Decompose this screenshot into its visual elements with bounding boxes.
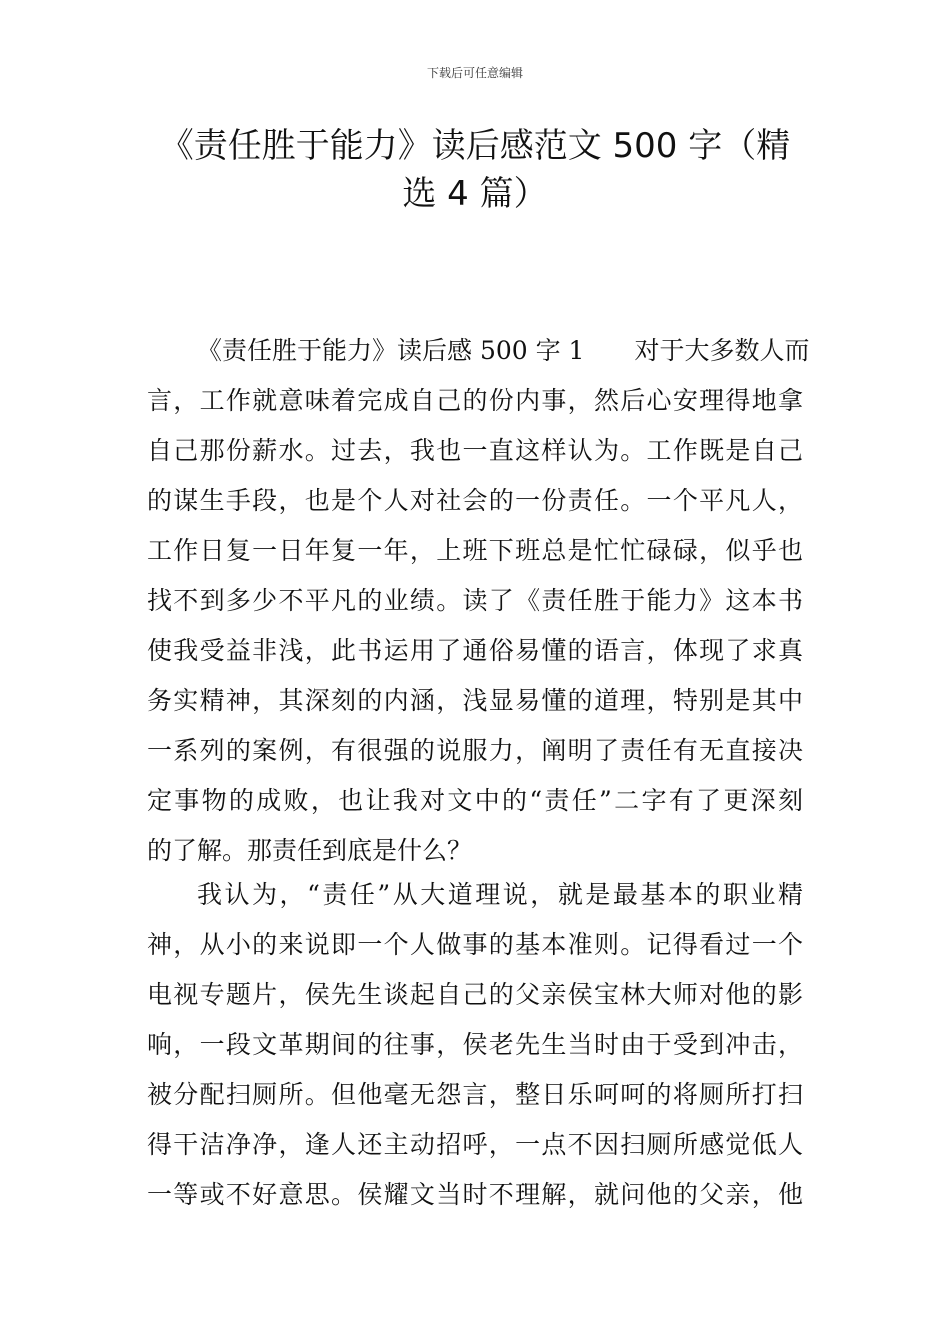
paragraph-1 [147,326,810,876]
paragraph-line: 自己那份薪水。过去，我也一直这样认为。工作既是自己 [147,436,803,465]
paragraph-line: 一系列的案例，有很强的说服力，阐明了责任有无直接决 [147,736,803,765]
document-title [150,122,800,218]
paragraph-line: 我认为，“责任”从大道理说，就是最基本的职业精 [197,880,803,909]
page-header-note: 下载后可任意编辑 [426,66,523,80]
paragraph-line: 言，工作就意味着完成自己的份内事，然后心安理得地拿 [147,386,803,415]
paragraph-line: 神，从小的来说即一个人做事的基本准则。记得看过一个 [147,930,803,959]
paragraph-line: 的了解。那责任到底是什么？ [147,836,473,865]
paragraph-line: 使我受益非浅，此书运用了通俗易懂的语言，体现了求真 [147,636,803,665]
paragraph-2 [147,870,803,1220]
title-line-2: 选 4 篇） [402,174,548,214]
paragraph-line: 《责任胜于能力》读后感 500 字 1 对于大多数人而 [197,336,810,365]
paragraph-line: 的谋生手段，也是个人对社会的一份责任。一个平凡人， [147,486,803,515]
paragraph-line: 响，一段文革期间的往事，侯老先生当时由于受到冲击， [147,1030,803,1059]
paragraph-line: 电视专题片，侯先生谈起自己的父亲侯宝林大师对他的影 [147,980,803,1009]
paragraph-line: 务实精神，其深刻的内涵，浅显易懂的道理，特别是其中 [147,686,803,715]
paragraph-line: 找不到多少不平凡的业绩。读了《责任胜于能力》这本书 [147,586,803,615]
paragraph-line: 定事物的成败，也让我对文中的“责任”二字有了更深刻 [147,786,803,815]
paragraph-line: 工作日复一日年复一年，上班下班总是忙忙碌碌，似乎也 [147,536,803,565]
title-line-1: 《责任胜于能力》读后感范文 500 字（精 [159,126,791,166]
paragraph-line: 得干洁净净，逢人还主动招呼，一点不因扫厕所感觉低人 [147,1130,803,1159]
paragraph-line: 被分配扫厕所。但他毫无怨言，整日乐呵呵的将厕所打扫 [147,1080,803,1109]
paragraph-line: 一等或不好意思。侯耀文当时不理解，就问他的父亲，他 [147,1180,803,1209]
